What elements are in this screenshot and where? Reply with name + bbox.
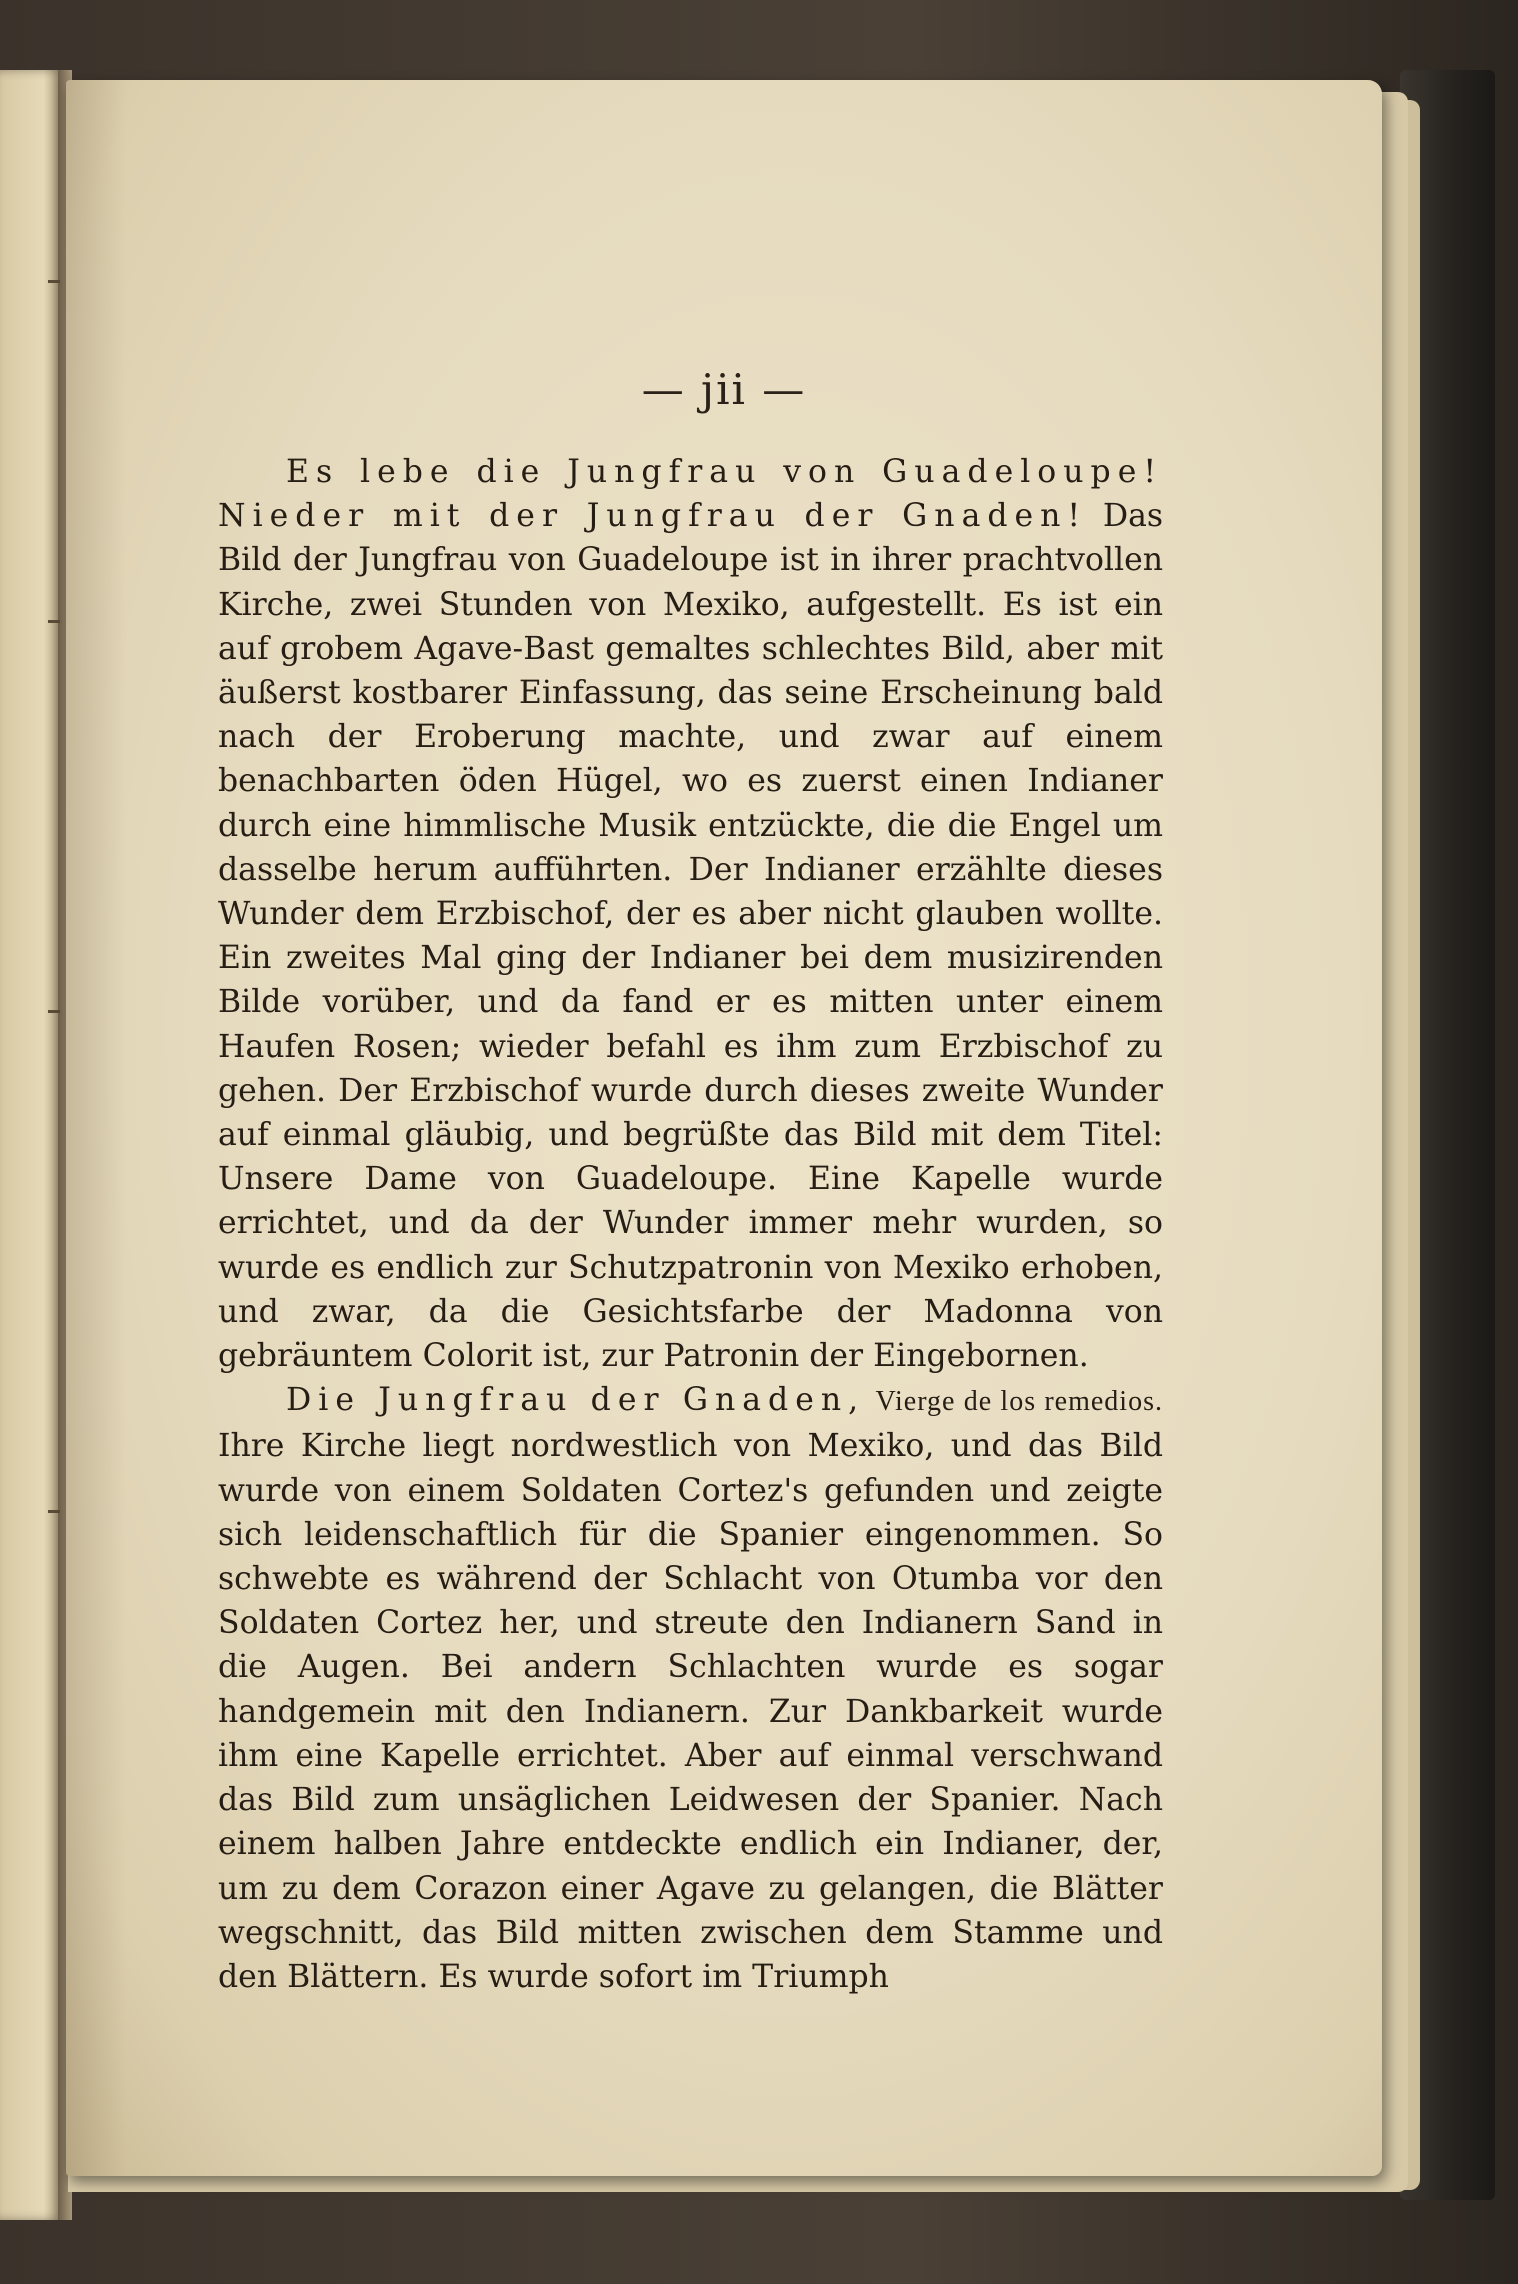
previous-page-edge	[0, 70, 62, 2220]
spaced-exclamation-1: Es lebe die Jungfrau von Guadeloupe!	[286, 454, 1163, 490]
spaced-exclamation-2: Nieder mit der Jungfrau der Gnaden!	[218, 498, 1088, 535]
book-page	[66, 80, 1382, 2176]
paragraph-remedios	[218, 1378, 1163, 1999]
paragraph-text: Ihre Kirche liegt nordwestlich von Mexiko, und das Bild wurde von einem Soldaten Cortez's gefunden und zeigte sich leidenschaftlich für die Spanier eingenommen. So schwebte es während der Schlacht von Otumba vor den Soldaten Cortez her, und streute den Indianern Sand in die Augen. Bei andern Schlachten wurde es sogar handgemein mit den Indianern. Zur Dankbarkeit wurde ihm eine Kapelle errichtet. Aber auf einmal verschwand das Bild zum unsäglichen Leidwesen der Spanier. Nach einem halben Jahre entdeckte endlich ein Indianer, der, um zu dem Corazon einer Agave zu gelangen, die Blätter wegschnitt, das Bild mitten zwischen dem Stamme und den Blättern. Es wurde sofort im Triumph	[218, 1428, 1163, 1995]
margin-mark	[48, 1510, 60, 1513]
spaced-heading: Die Jungfrau der Gnaden,	[286, 1382, 866, 1419]
margin-mark	[48, 1010, 60, 1013]
page-number: — jii —	[641, 365, 807, 414]
paragraph-text: Das Bild der Jungfrau von Guadeloupe ist in ihrer prachtvollen Kirche, zwei Stunden von Mexiko, aufgestellt. Es ist ein auf grobem Agave-Bast gemaltes schlechtes Bild, aber mit äußerst kostbarer Einfassung, das seine Erscheinung bald nach der Eroberung machte, und zwar auf einem benachbarten öden Hügel, wo es zuerst einen Indianer durch eine himmlische Musik entzückte, die die Engel um dasselbe herum aufführten. Der Indianer erzählte dieses Wunder dem Erzbischof, der es aber nicht glauben wollte. Ein zweites Mal ging der Indianer bei dem musizirenden Bilde vorüber, und da fand er es mitten unter einem Haufen Rosen; wieder befahl es ihm zum Erzbischof zu gehen. Der Erzbischof wurde durch dieses zweite Wunder auf einmal gläubig, und begrüßte das Bild mit dem Titel: Unsere Dame von Guadeloupe. Eine Kapelle wurde errichtet, und da der Wunder immer mehr wurden, so wurde es endlich zur Schutzpatronin von Mexiko erhoben, und zwar, da die Gesichtsfarbe der Madonna von gebräuntem Colorit ist, zur Patronin der Eingebornen.	[218, 498, 1164, 1375]
page-body	[218, 450, 1163, 1999]
margin-mark	[48, 280, 60, 283]
paragraph-guadeloupe	[218, 450, 1163, 1378]
roman-term: Vierge de los remedios.	[875, 1386, 1163, 1418]
margin-mark	[48, 620, 60, 623]
